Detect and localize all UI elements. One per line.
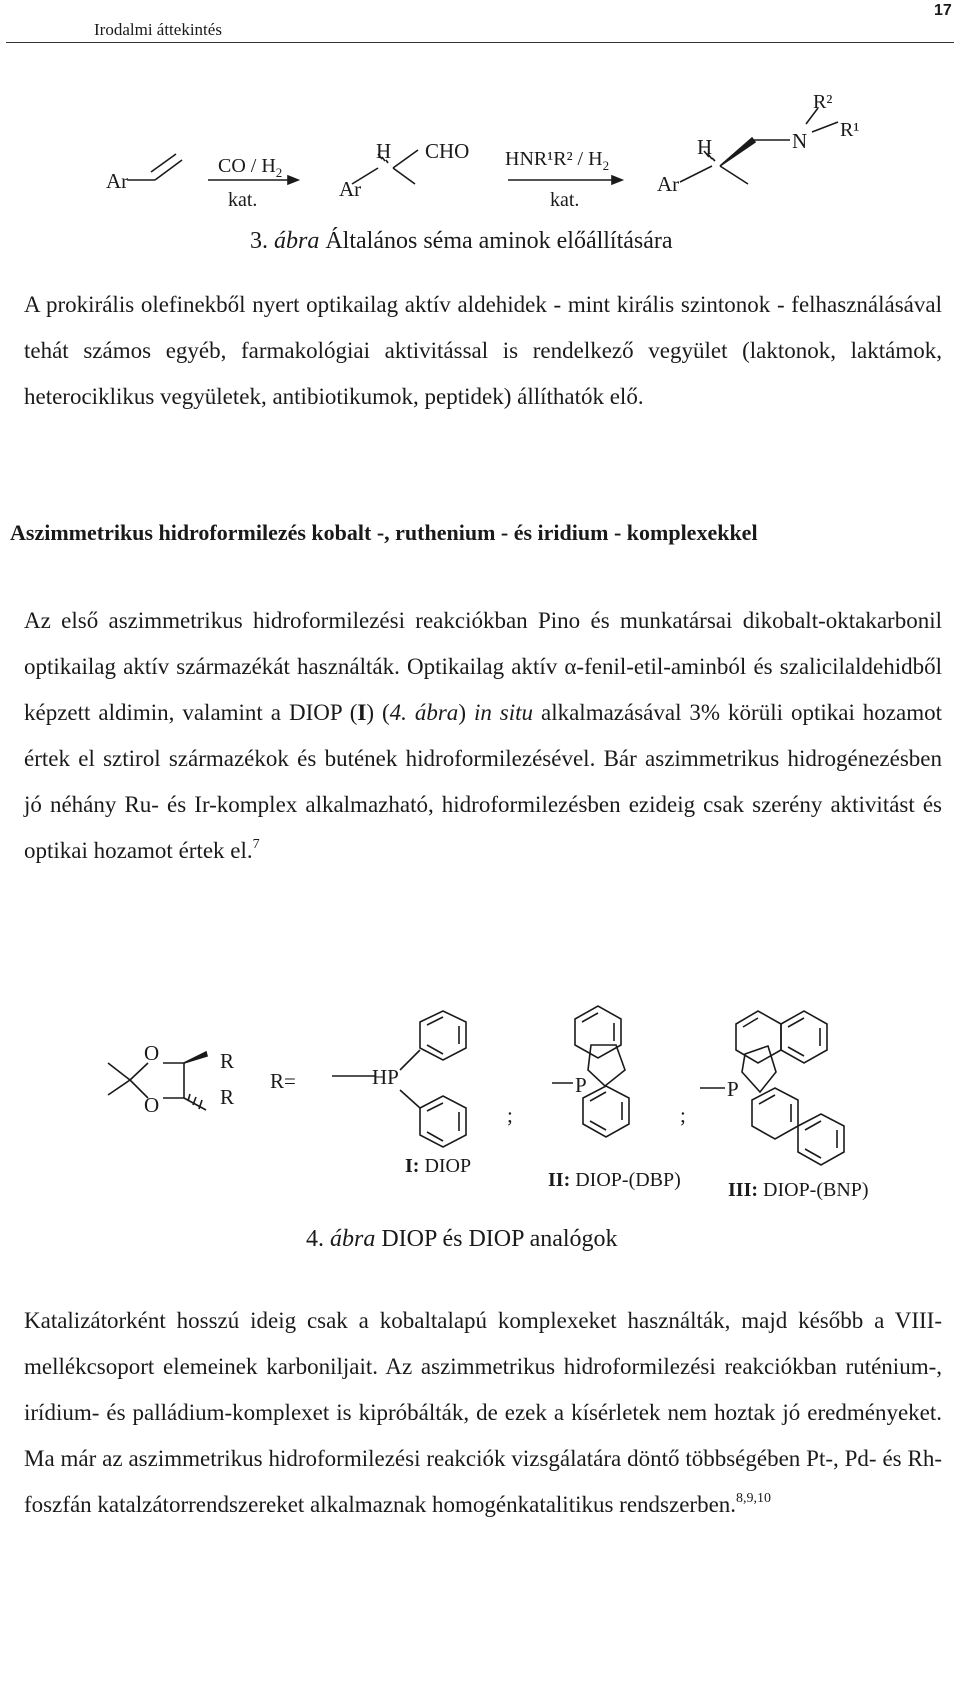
svg-text:P: P bbox=[575, 1073, 587, 1097]
paragraph-1: A prokirális olefinekből nyert optikailag aktív aldehidek - mint királis szintonok - felhasználásával tehát számos egyéb, farmakológiai aktivitással is rendelkező vegyület (laktonok, laktámok, heterociklikus vegyületek, antibiotikumok, peptidek) állíthatók elő. bbox=[24, 292, 942, 409]
figure-4-caption: 4. ábra DIOP és DIOP analógok bbox=[306, 1226, 618, 1252]
svg-text:O: O bbox=[144, 1041, 160, 1065]
header-rule bbox=[6, 42, 954, 43]
svg-text:R¹: R¹ bbox=[840, 119, 860, 141]
svg-text:HP: HP bbox=[372, 1065, 399, 1089]
svg-text:P: P bbox=[727, 1077, 739, 1101]
section-heading: Aszimmetrikus hidroformilezés kobalt -, ruthenium - és iridium - komplexekkel bbox=[10, 520, 758, 545]
svg-text:R: R bbox=[220, 1049, 235, 1073]
svg-text:kat.: kat. bbox=[550, 189, 580, 211]
svg-text:O: O bbox=[144, 1093, 160, 1117]
scheme3-cond1-bottom: kat. bbox=[228, 189, 258, 211]
svg-text:R²: R² bbox=[813, 91, 833, 113]
svg-text:III: DIOP-(BNP): III: DIOP-(BNP) bbox=[728, 1179, 869, 1201]
svg-text:;: ; bbox=[507, 1103, 513, 1127]
svg-text:;: ; bbox=[680, 1103, 686, 1127]
paragraph-3: Katalizátorként hosszú ideig csak a kobaltalapú komplexeket használták, majd később a VIII-mellékcsoport elemeinek karboniljait. Az aszimmetrikus hidroformilezési reakciókban ruténium-, irídium- és palládium-komplexet is kipróbálták, de ezek a kísérletek nem hoztak jó eredményeket. Ma már az aszimmetrikus hidroformilezési reakciók vizsgálatára döntő többségében Pt-, Pd- és Rh-foszfán katalzátorrendszereket alkalmaznak homogénkatalitikus rendszerben.$^{8,9,10}$ bbox=[24, 1308, 942, 1517]
svg-text:CO / H2: CO / $H_2$ bbox=[218, 155, 283, 180]
scheme3-ar1: Ar bbox=[106, 169, 129, 193]
page-header bbox=[0, 0, 960, 44]
figure-3-caption: 3. ábra Általános séma aminok előállítására bbox=[250, 228, 673, 254]
svg-text:II: DIOP-(DBP): II: DIOP-(DBP) bbox=[548, 1169, 681, 1191]
svg-text:H: H bbox=[376, 139, 392, 163]
page-number: 17 bbox=[934, 2, 952, 19]
svg-text:CHO: CHO bbox=[425, 139, 470, 163]
scheme-4 bbox=[0, 1000, 960, 1210]
scheme-3 bbox=[0, 80, 960, 210]
svg-text:H: H bbox=[697, 135, 713, 159]
svg-text:Ar: Ar bbox=[339, 177, 362, 201]
svg-text:I: DIOP: I: DIOP bbox=[405, 1155, 472, 1177]
svg-text:N: N bbox=[792, 129, 808, 153]
svg-text:R: R bbox=[220, 1085, 235, 1109]
svg-text:HNR¹R² / H2: $HNR^1R^2 / H_2$ bbox=[505, 148, 610, 173]
svg-text:R=: R= bbox=[270, 1069, 296, 1093]
running-title: Irodalmi áttekintés bbox=[94, 20, 222, 39]
svg-text:Ar: Ar bbox=[657, 172, 680, 196]
paragraph-2: Az első aszimmetrikus hidroformilezési reakciókban Pino és munkatársai dikobalt-oktakarbonil optikailag aktív származékát használták. Optikailag aktív α-fenil-etil-aminból és szalicilaldehidből képzett aldimin, valamint a DIOP (I) (4. ábra) in situ alkalmazásával 3% körüli optikai hozamot értek el sztirol származékok és butének hidroformilezésével. Bár aszimmetrikus hidrogénezésben jó néhány Ru- és Ir-komplex alkalmazható, hidroformilezésben ezideig csak szerény aktivitást és optikai hozamot értek el.$^7$ bbox=[24, 608, 942, 863]
